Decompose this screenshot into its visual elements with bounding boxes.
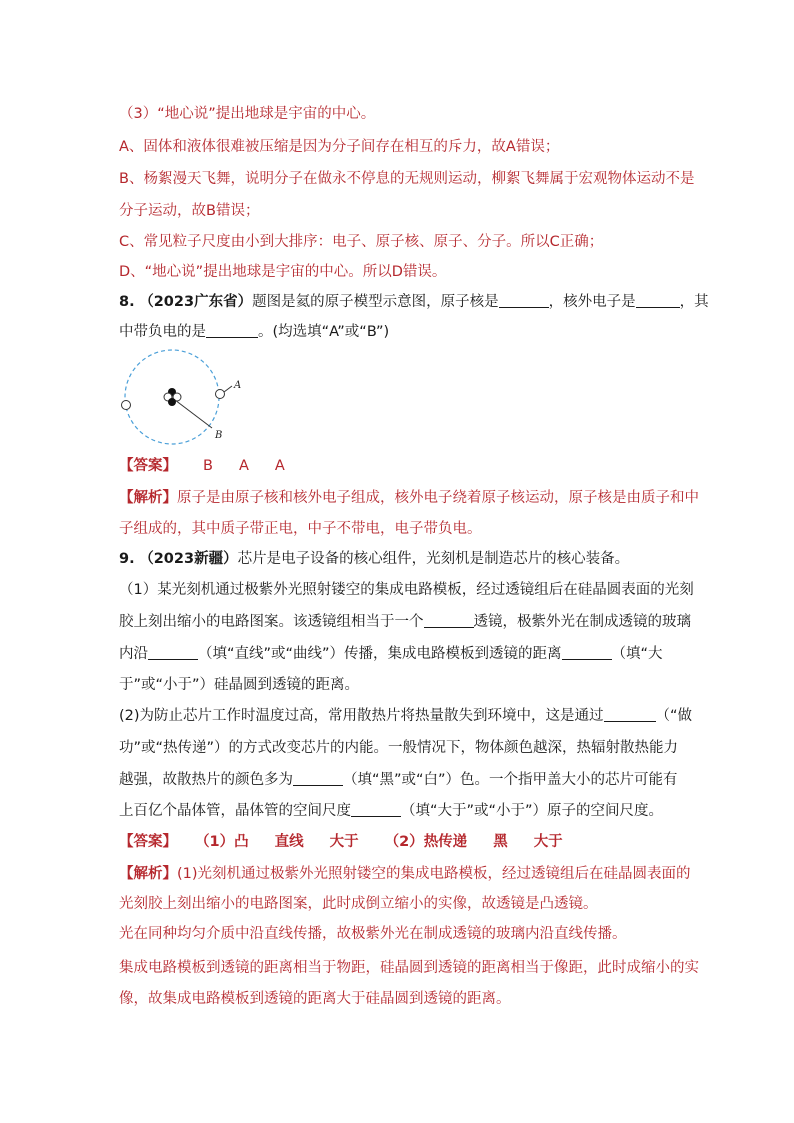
q8-answer-3: A xyxy=(274,458,285,474)
q8-answer-label: 【答案】 xyxy=(119,458,177,474)
q8-blank-1 xyxy=(499,292,549,308)
q9-analysis-4: 集成电路模板到透镜的距离相当于物距，硅晶圆到透镜的距离相当于像距，此时成缩小的实 xyxy=(119,960,699,976)
q8-text-1: 题图是氦的原子模型示意图，原子核是 xyxy=(252,294,499,310)
q9-p2-line-2: 功”或“热传递”）的方式改变芯片的内能。一般情况下，物体颜色越深，热辐射散热能力 xyxy=(119,740,679,756)
q8-line-2 xyxy=(119,322,389,342)
q9-source: （2023新疆） xyxy=(139,551,238,567)
q8-source: （2023广东省） xyxy=(139,294,253,310)
q9-p1-line-4: 于”或“小于”）硅晶圆到透镜的距离。 xyxy=(119,677,360,693)
label-b: B xyxy=(215,430,223,441)
label-a-leader xyxy=(224,386,232,392)
p3-intro: （3）“地心说”提出地球是宇宙的中心。 xyxy=(119,106,376,122)
q8-number: 8. xyxy=(119,294,135,310)
q8-analysis-label: 【解析】 xyxy=(119,490,177,506)
helium-atom-svg xyxy=(117,344,257,448)
q9-answer: 【答案】 （1）凸 直线 大于 （2）热传递 黑 大于 xyxy=(119,834,563,850)
label-b-leader xyxy=(175,400,212,428)
option-c-explanation: C、常见粒子尺度由小到大排序：电子、原子核、原子、分子。所以C正确； xyxy=(119,234,604,250)
q9-answer-label: 【答案】 xyxy=(119,834,177,850)
q8-blank-3 xyxy=(206,322,258,338)
q8-answer-1: B xyxy=(203,458,213,474)
q9-analysis-5: 像，故集成电路模板到透镜的距离大于硅晶圆到透镜的距离。 xyxy=(119,991,511,1007)
q9-p2-line-1: (2)为防止芯片工作时温度过高，常用散热片将热量散失到环境中，这是通过 （“做 xyxy=(119,708,693,724)
q8-text-2: ，核外电子是 xyxy=(548,294,636,310)
electron-left xyxy=(122,401,131,410)
option-a-explanation: A、固体和液体很难被压缩是因为分子间存在相互的斥力，故A错误； xyxy=(119,139,560,155)
q8-text-5: 。(均选填“A”或“B”) xyxy=(258,324,390,340)
q8-line-1 xyxy=(119,292,709,312)
q9-analysis-2: 光刻胶上刻出缩小的电路图案，此时成倒立缩小的实像，故透镜是凸透镜。 xyxy=(119,896,598,912)
q9-analysis-3: 光在同种均匀介质中沿直线传播，故极紫外光在制成透镜的玻璃内沿直线传播。 xyxy=(119,926,627,942)
q8-answer xyxy=(119,456,285,476)
q9-blank-3 xyxy=(562,644,612,660)
q9-p1-line-1: （1）某光刻机通过极紫外光照射镂空的集成电路模板，经过透镜组后在硅晶圆表面的光刻 xyxy=(119,582,694,598)
q9-p2-line-4: 上百亿个晶体管，晶体管的空间尺度 （填“大于”或“小于”）原子的空间尺度。 xyxy=(119,803,664,819)
q8-analysis-2: 子组成的，其中质子带正电，中子不带电，电子带负电。 xyxy=(119,521,482,537)
q9-line-1: 9. （2023新疆）芯片是电子设备的核心组件，光刻机是制造芯片的核心装备。 xyxy=(119,551,630,567)
q9-blank-4 xyxy=(604,706,656,722)
q9-blank-6 xyxy=(351,801,401,817)
q8-analysis-1: 【解析】原子是由原子核和核外电子组成，核外电子绕着原子核运动，原子核是由质子和中 xyxy=(119,490,699,506)
option-b-explanation-2: 分子运动，故B错误； xyxy=(119,203,260,219)
label-a: A xyxy=(234,380,242,391)
q9-analysis-label: 【解析】 xyxy=(119,866,177,882)
option-d-explanation: D、“地心说”提出地球是宇宙的中心。所以D错误。 xyxy=(119,264,447,280)
q9-blank-5 xyxy=(293,770,343,786)
q9-p1-line-2: 胶上刻出缩小的电路图案。该透镜组相当于一个 透镜，极紫外光在制成透镜的玻璃 xyxy=(119,614,691,630)
nucleus-particle-bottom xyxy=(168,398,176,406)
q9-blank-1 xyxy=(424,612,474,628)
q9-blank-2 xyxy=(148,644,198,660)
q9-number: 9. xyxy=(119,551,135,567)
q8-blank-2 xyxy=(636,292,680,308)
option-b-explanation-1: B、杨絮漫天飞舞，说明分子在做永不停息的无规则运动，柳絮飞舞属于宏观物体运动不是 xyxy=(119,171,695,187)
q8-text-4: 中带负电的是 xyxy=(119,324,206,340)
q8-text-3: ，其 xyxy=(679,294,709,310)
q9-analysis-1: 【解析】(1)光刻机通过极紫外光照射镂空的集成电路模板，经过透镜组后在硅晶圆表面的 xyxy=(119,866,691,882)
q8-answer-2: A xyxy=(238,458,249,474)
q9-p1-line-3: 内沿 （填“直线”或“曲线”）传播，集成电路模板到透镜的距离 （填“大 xyxy=(119,646,663,662)
electron-right xyxy=(216,390,225,399)
helium-atom-diagram xyxy=(117,344,257,448)
q9-p2-line-3: 越强，故散热片的颜色多为 （填“黑”或“白”）色。一个指甲盖大小的芯片可能有 xyxy=(119,772,678,788)
